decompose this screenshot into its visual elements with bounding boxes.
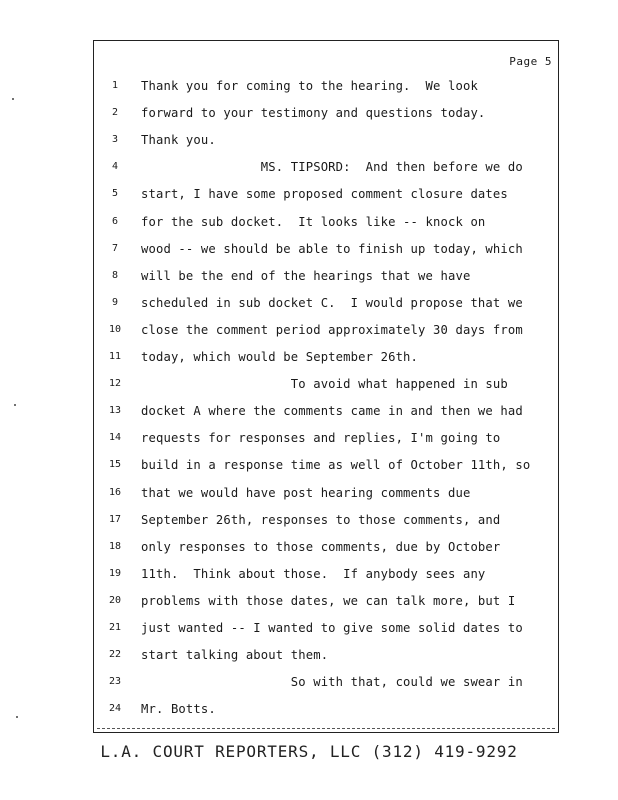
transcript-line bbox=[94, 347, 558, 367]
transcript-line bbox=[94, 591, 558, 611]
line-text: To avoid what happened in sub bbox=[141, 377, 508, 392]
line-text: Thank you. bbox=[141, 133, 216, 148]
transcript-line bbox=[94, 103, 558, 123]
line-text: problems with those dates, we can talk more, but I bbox=[141, 593, 516, 608]
margin-mark bbox=[14, 404, 16, 406]
line-text: close the comment period approximately 30 days from bbox=[141, 322, 523, 337]
line-text: build in a response time as well of October 11th, so bbox=[141, 458, 531, 473]
margin-mark bbox=[16, 716, 18, 718]
line-number: 16 bbox=[108, 486, 122, 498]
line-text: start, I have some proposed comment closure dates bbox=[141, 187, 508, 202]
line-number: 21 bbox=[108, 622, 122, 633]
line-number: 23 bbox=[108, 676, 122, 688]
line-number: 1 bbox=[111, 80, 119, 91]
transcript-line bbox=[94, 130, 558, 150]
transcript-line bbox=[94, 645, 558, 665]
transcript-line bbox=[94, 483, 558, 503]
line-number: 10 bbox=[108, 323, 122, 335]
transcript-line bbox=[94, 293, 558, 313]
line-text: for the sub docket. It looks like -- knock on bbox=[141, 214, 486, 229]
line-text: 11th. Think about those. If anybody sees any bbox=[141, 566, 486, 581]
transcript-line bbox=[94, 455, 558, 475]
line-number: 15 bbox=[108, 459, 122, 471]
transcript-line bbox=[94, 374, 558, 394]
transcript-line bbox=[94, 564, 558, 584]
line-text: today, which would be September 26th. bbox=[141, 350, 419, 364]
transcript-line bbox=[94, 184, 558, 204]
line-number: 13 bbox=[108, 405, 122, 417]
transcript-line bbox=[94, 672, 558, 692]
line-number: 6 bbox=[111, 215, 119, 227]
transcript-line bbox=[94, 699, 558, 719]
transcript-line bbox=[94, 510, 558, 530]
line-text: scheduled in sub docket C. I would propose that we bbox=[141, 295, 523, 310]
line-number: 9 bbox=[111, 296, 119, 308]
transcript-line bbox=[94, 266, 558, 286]
transcript-line bbox=[94, 212, 558, 232]
line-text: that we would have post hearing comments due bbox=[141, 485, 471, 500]
line-text: wood -- we should be able to finish up today, which bbox=[141, 241, 523, 256]
line-text: just wanted -- I wanted to give some solid dates to bbox=[141, 621, 523, 635]
line-text: will be the end of the hearings that we have bbox=[141, 268, 471, 283]
line-text: only responses to those comments, due by October bbox=[141, 539, 501, 554]
court-reporter-footer: L.A. COURT REPORTERS, LLC (312) 419-9292 bbox=[100, 742, 518, 761]
line-number: 7 bbox=[111, 242, 119, 254]
transcript-line bbox=[94, 428, 558, 448]
transcript-page bbox=[93, 40, 559, 733]
line-text: forward to your testimony and questions today. bbox=[141, 106, 486, 121]
transcript-line bbox=[94, 76, 558, 96]
line-text: Thank you for coming to the hearing. We look bbox=[141, 79, 478, 93]
transcript-line bbox=[94, 618, 558, 638]
line-number: 24 bbox=[108, 703, 122, 715]
line-number: 2 bbox=[111, 107, 119, 119]
line-number: 12 bbox=[108, 378, 122, 390]
line-text: Mr. Botts. bbox=[141, 702, 216, 717]
page-number: Page 5 bbox=[509, 55, 552, 68]
line-text: docket A where the comments came in and then we had bbox=[141, 404, 523, 419]
line-number: 11 bbox=[108, 351, 122, 362]
line-number: 3 bbox=[111, 134, 119, 146]
line-number: 17 bbox=[108, 513, 122, 525]
line-number: 14 bbox=[108, 432, 122, 444]
line-text: requests for responses and replies, I'm going to bbox=[141, 431, 501, 446]
line-text: So with that, could we swear in bbox=[141, 675, 523, 690]
line-number: 19 bbox=[108, 567, 122, 579]
transcript-line bbox=[94, 401, 558, 421]
line-text: start talking about them. bbox=[141, 648, 329, 663]
line-number: 4 bbox=[111, 161, 119, 173]
line-number: 18 bbox=[108, 540, 122, 552]
line-number: 22 bbox=[108, 649, 122, 661]
transcript-line bbox=[94, 537, 558, 557]
margin-mark bbox=[12, 98, 14, 100]
line-number: 20 bbox=[108, 594, 122, 606]
line-number: 8 bbox=[111, 269, 119, 281]
line-number: 5 bbox=[111, 188, 119, 200]
transcript-line bbox=[94, 320, 558, 340]
transcript-line bbox=[94, 157, 558, 177]
line-text: September 26th, responses to those comments, and bbox=[141, 512, 501, 527]
line-text: MS. TIPSORD: And then before we do bbox=[141, 160, 523, 175]
transcript-line bbox=[94, 239, 558, 259]
